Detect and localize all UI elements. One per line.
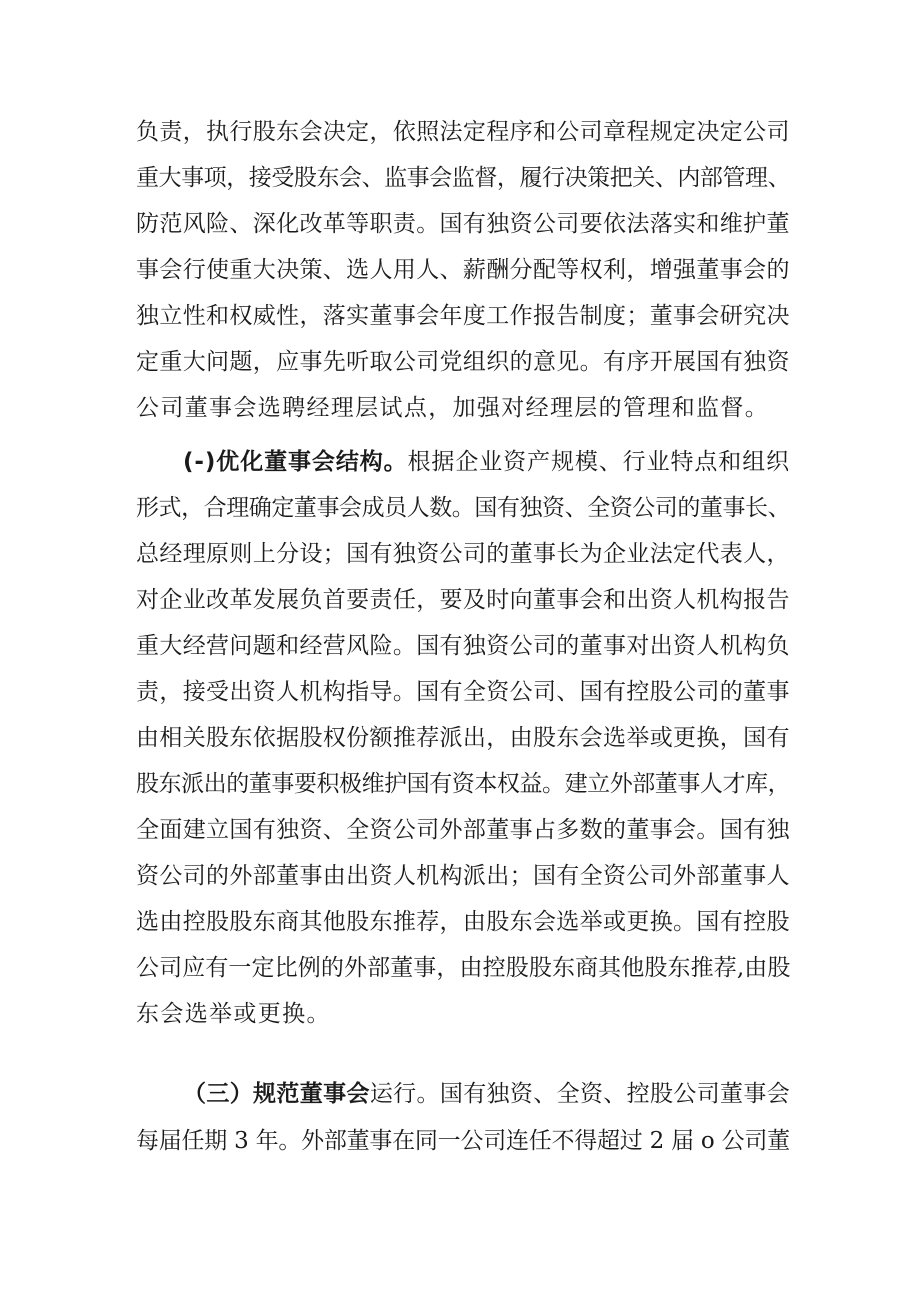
paragraph-3-line-1	[183, 1080, 790, 1108]
paragraph-2-line-3: 总经理原则上分设；国有独资公司的董事长为企业法定代表人，	[136, 541, 790, 567]
paragraph-1-line-2: 重大事项，接受股东会、监事会监督，履行决策把关、内部管理、	[136, 165, 791, 191]
paragraph-1-line-1: 负责，执行股东会决定，依照法定程序和公司章程规定决定公司	[136, 119, 790, 145]
paragraph-2-line-12: 公司应有一定比例的外部董事，由控股股东商其他股东推荐,由股	[136, 955, 791, 981]
paragraph-2-line-10: 资公司的外部董事由出资人机构派出；国有全资公司外部董事人	[136, 863, 790, 889]
paragraph-2-line-1	[183, 448, 790, 476]
paragraph-3-first-line-text: 运行。国有独资、全资、控股公司董事会	[369, 1081, 791, 1107]
paragraph-2-line-13: 东会选举或更换。	[136, 1001, 331, 1027]
paragraph-2-line-7: 由相关股东依据股权份额推荐派出，由股东会选举或更换，国有	[136, 725, 790, 751]
paragraph-1-line-3: 防范风险、深化改革等职责。国有独资公司要依法落实和维护董	[136, 211, 790, 237]
paragraph-2-line-6: 责，接受出资人机构指导。国有全资公司、国有控股公司的董事	[136, 679, 790, 705]
paragraph-3-line-2: 每届任期 3 年。外部董事在同一公司连任不得超过 2 届 o 公司董	[136, 1128, 790, 1154]
paragraph-2-line-2: 形式，合理确定董事会成员人数。国有独资、全资公司的董事长、	[136, 495, 791, 521]
paragraph-2-first-line-text: 根据企业资产规模、行业特点和组织	[407, 449, 791, 475]
section-heading-optimize-board: (-)优化董事会结构。	[183, 449, 408, 475]
paragraph-1-line-4: 事会行使重大决策、选人用人、薪酬分配等权利，增强董事会的	[136, 257, 790, 283]
paragraph-1-line-6: 定重大问题，应事先听取公司党组织的意见。有序开展国有独资	[136, 349, 790, 375]
section-heading-regulate-board: （三）规范董事会	[183, 1081, 370, 1107]
paragraph-1-line-5: 独立性和权威性，落实董事会年度工作报告制度；董事会研究决	[136, 303, 790, 329]
paragraph-2-line-8: 股东派出的董事要积极维护国有资本权益。建立外部董事人才库，	[136, 771, 791, 797]
paragraph-2-line-4: 对企业改革发展负首要责任，要及时向董事会和出资人机构报告	[136, 587, 790, 613]
paragraph-1-line-7: 公司董事会选聘经理层试点，加强对经理层的管理和监督。	[136, 395, 770, 421]
paragraph-2-line-9: 全面建立国有独资、全资公司外部董事占多数的董事会。国有独	[136, 817, 790, 843]
paragraph-2-line-11: 选由控股股东商其他股东推荐，由股东会选举或更换。国有控股	[136, 909, 790, 935]
paragraph-2-line-5: 重大经营问题和经营风险。国有独资公司的董事对出资人机构负	[136, 633, 790, 659]
